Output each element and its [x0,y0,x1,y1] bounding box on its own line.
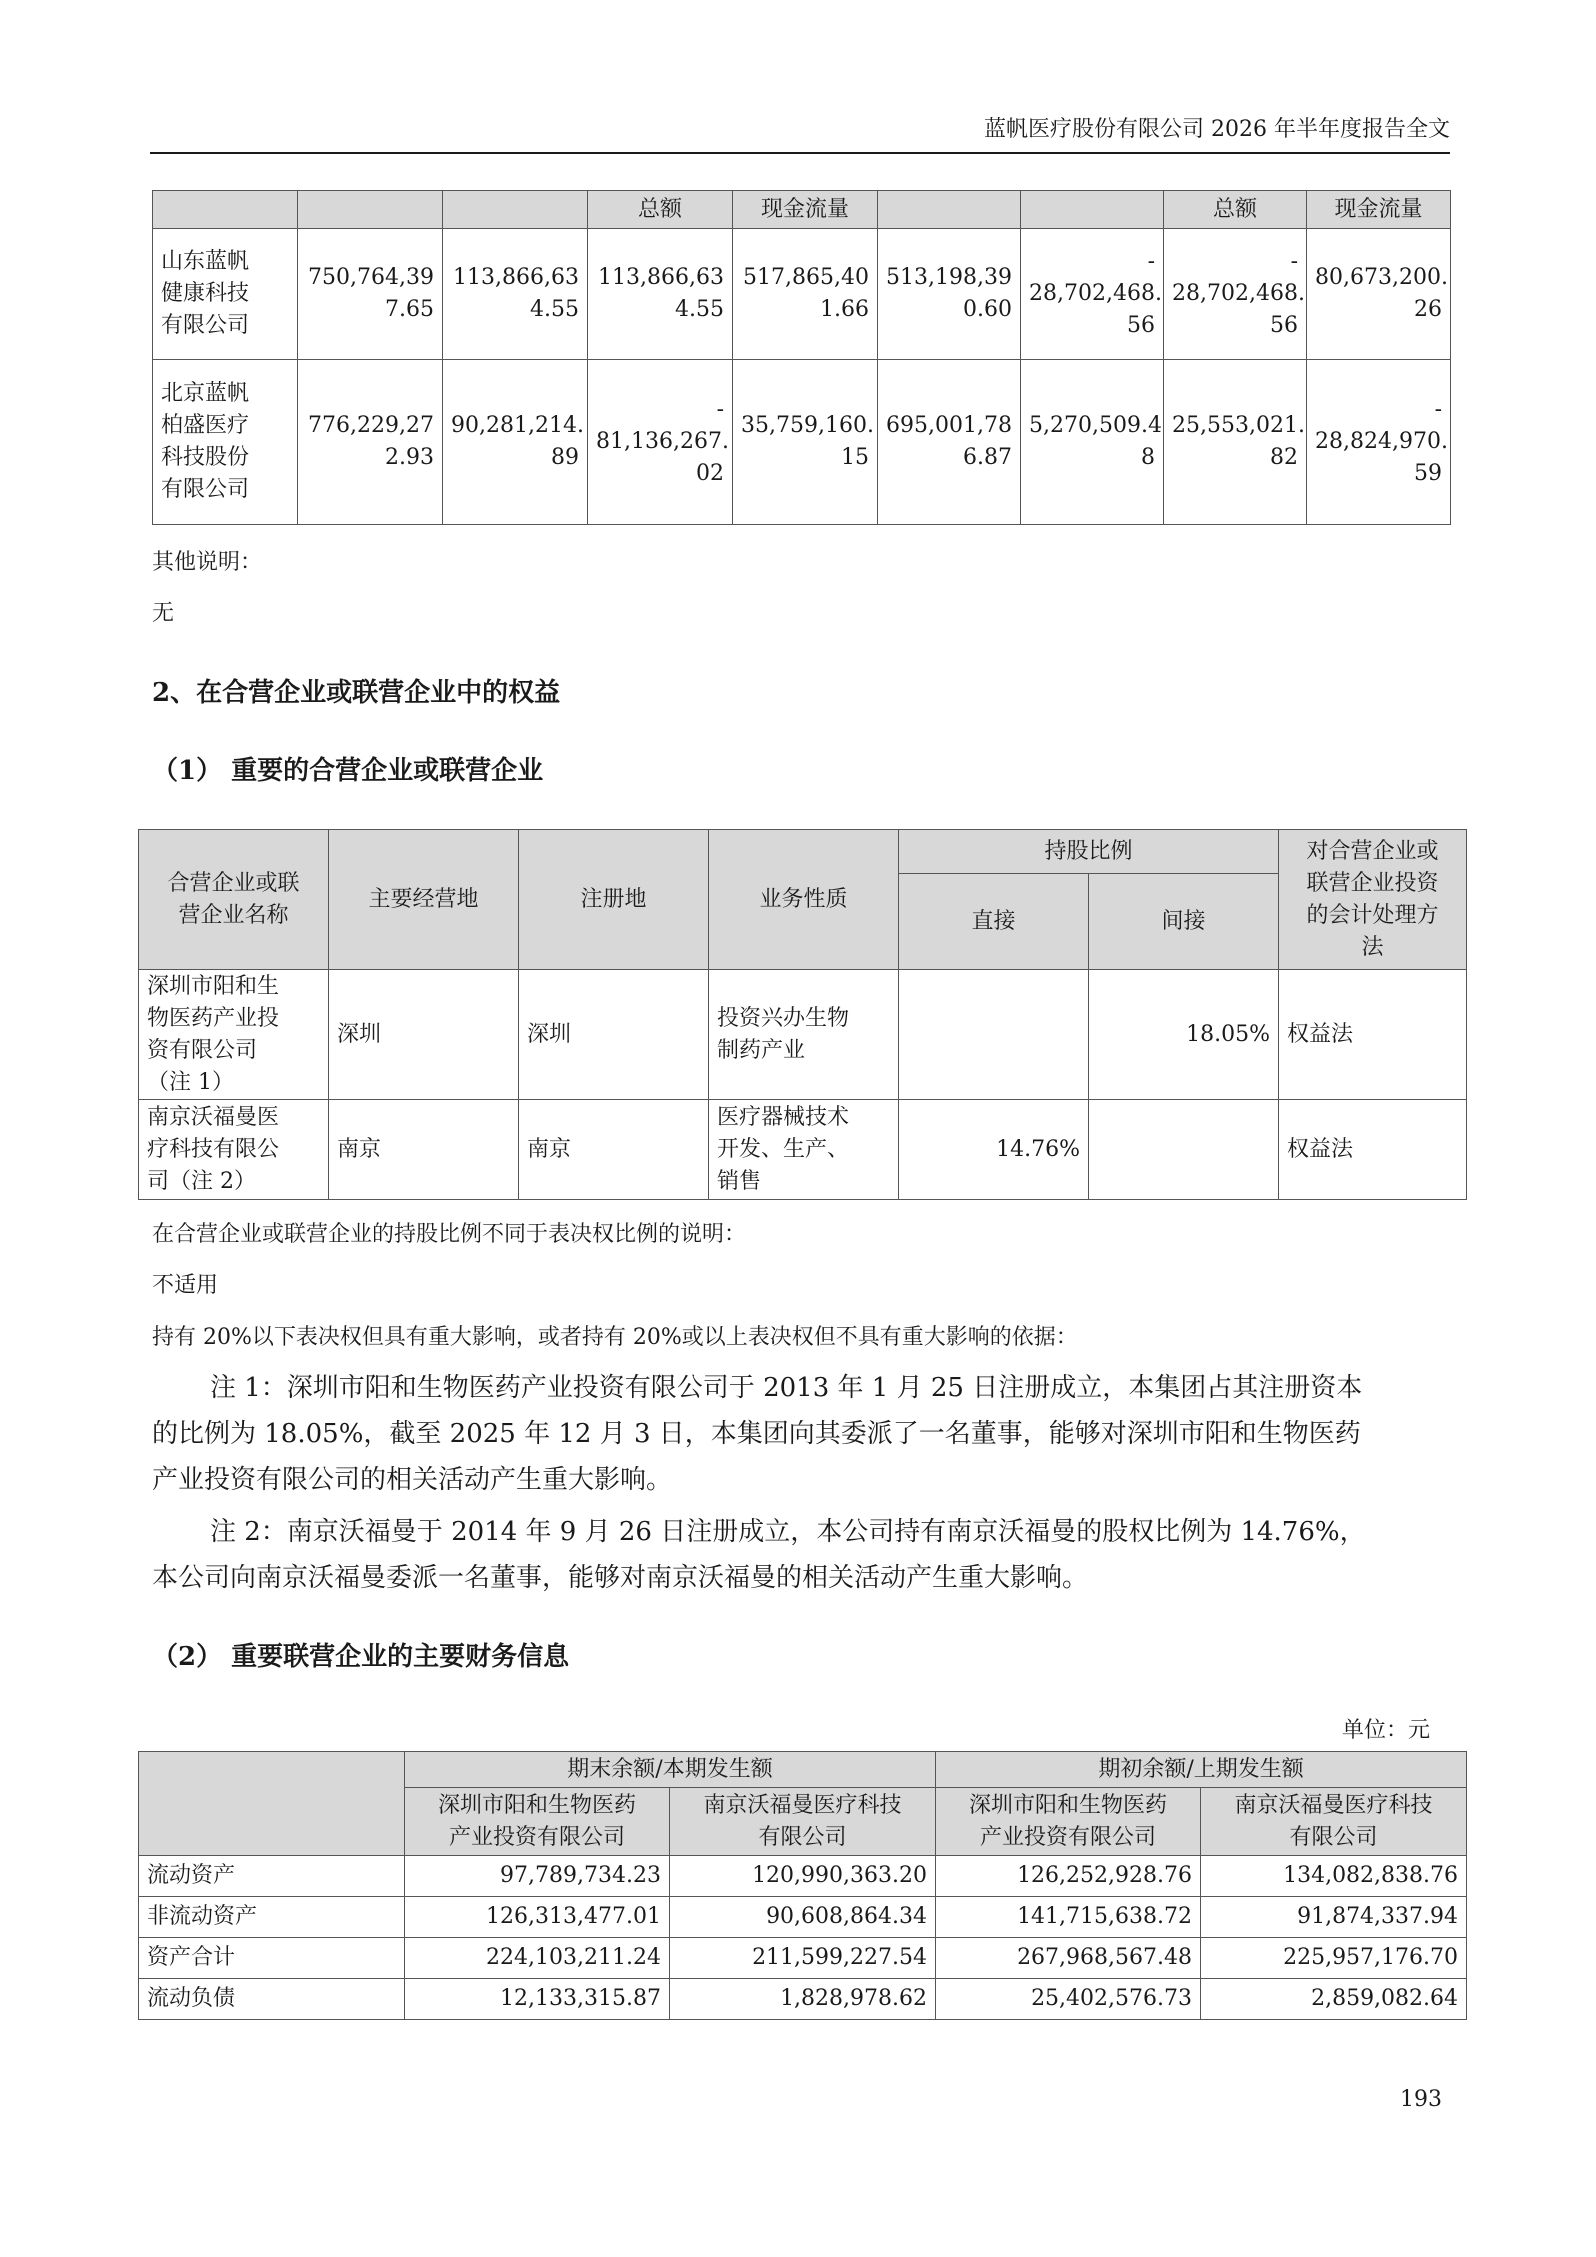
header-cell: 现金流量 [733,191,878,229]
row-label: 流动负债 [139,1979,405,2020]
business-cell: 投资兴办生物 制药产业 [709,970,899,1100]
row-label: 流动资产 [139,1856,405,1897]
note1-line: 的比例为 18.05%，截至 2025 年 12 月 3 日，本集团向其委派了一名董事，能够对深圳市阳和生物医药 [152,1419,1361,1449]
value-cell: 224,103,211.24 [405,1938,670,1979]
company-name-cell: 山东蓝帆 健康科技 有限公司 [153,229,298,360]
value-cell: 120,990,363.20 [670,1856,936,1897]
method-cell: 权益法 [1279,1100,1467,1200]
value-cell: 35,759,160. 15 [733,360,878,525]
table-header-row [153,191,1451,229]
header-cell: 业务性质 [709,830,899,970]
company-name-cell: 南京沃福曼医 疗科技有限公 司（注 2） [139,1100,329,1200]
header-cell: 总额 [1164,191,1307,229]
basis-label: 持有 20%以下表决权但具有重大影响，或者持有 20%或以上表决权但不具有重大影响的依据： [152,1325,1078,1350]
value-cell: 513,198,39 0.60 [878,229,1021,360]
value-cell: - 28,824,970. 59 [1307,360,1451,525]
value-cell: 80,673,200. 26 [1307,229,1451,360]
header-cell [298,191,443,229]
subsection-title: （2） 重要联营企业的主要财务信息 [152,1642,570,1672]
header-cell: 持股比例 [899,830,1279,874]
other-note-value: 无 [152,601,175,626]
page-number: 193 [1400,2087,1442,2112]
business-cell: 医疗器械技术 开发、生产、 销售 [709,1100,899,1200]
header-cell: 直接 [899,874,1089,970]
table-row [139,1100,1467,1200]
header-cell: 南京沃福曼医疗科技 有限公司 [670,1788,936,1856]
place-cell: 深圳 [329,970,519,1100]
value-cell: 25,553,021. 82 [1164,360,1307,525]
header-cell: 深圳市阳和生物医药 产业投资有限公司 [405,1788,670,1856]
method-cell: 权益法 [1279,970,1467,1100]
page-header: 蓝帆医疗股份有限公司 2026 年半年度报告全文 [984,117,1450,142]
row-label: 资产合计 [139,1938,405,1979]
value-cell: - 81,136,267. 02 [588,360,733,525]
diff-value: 不适用 [152,1273,219,1298]
note2-line: 本公司向南京沃福曼委派一名董事，能够对南京沃福曼的相关活动产生重大影响。 [152,1563,1089,1593]
other-note-label: 其他说明： [152,550,263,575]
value-cell: 134,082,838.76 [1201,1856,1467,1897]
header-cell: 现金流量 [1307,191,1451,229]
header-cell: 期初余额/上期发生额 [936,1752,1467,1788]
header-cell: 间接 [1089,874,1279,970]
note1-line: 产业投资有限公司的相关活动产生重大影响。 [152,1465,673,1495]
header-cell: 注册地 [519,830,709,970]
value-cell: 126,252,928.76 [936,1856,1201,1897]
header-cell: 深圳市阳和生物医药 产业投资有限公司 [936,1788,1201,1856]
associates-table [138,829,1467,1200]
direct-share-cell [899,970,1089,1100]
value-cell: 141,715,638.72 [936,1897,1201,1938]
header-cell [153,191,298,229]
value-cell: 90,608,864.34 [670,1897,936,1938]
value-cell: 267,968,567.48 [936,1938,1201,1979]
table-header-row [139,1752,1467,1788]
unit-label: 单位：元 [1341,1718,1430,1743]
reg-cell: 南京 [519,1100,709,1200]
value-cell: 90,281,214. 89 [443,360,588,525]
header-cell: 期末余额/本期发生额 [405,1752,936,1788]
header-cell: 合营企业或联 营企业名称 [139,830,329,970]
header-cell [139,1752,405,1856]
indirect-share-cell [1089,1100,1279,1200]
header-cell [1021,191,1164,229]
table-row [139,1979,1467,2020]
value-cell: 25,402,576.73 [936,1979,1201,2020]
value-cell: 91,874,337.94 [1201,1897,1467,1938]
note1-line: 注 1：深圳市阳和生物医药产业投资有限公司于 2013 年 1 月 25 日注册成立，本集团占其注册资本 [210,1373,1363,1403]
value-cell: 2,859,082.64 [1201,1979,1467,2020]
place-cell: 南京 [329,1100,519,1200]
header-cell [878,191,1021,229]
table-row [153,229,1451,360]
value-cell: 126,313,477.01 [405,1897,670,1938]
value-cell: 225,957,176.70 [1201,1938,1467,1979]
header-cell: 主要经营地 [329,830,519,970]
table-header-row [139,830,1467,874]
value-cell: 1,828,978.62 [670,1979,936,2020]
value-cell: 97,789,734.23 [405,1856,670,1897]
associate-financial-table [138,1751,1467,2020]
value-cell: - 28,702,468. 56 [1164,229,1307,360]
value-cell: 113,866,63 4.55 [443,229,588,360]
header-cell: 南京沃福曼医疗科技 有限公司 [1201,1788,1467,1856]
table-row [153,360,1451,525]
value-cell: 517,865,40 1.66 [733,229,878,360]
table-row [139,1856,1467,1897]
header-cell: 总额 [588,191,733,229]
value-cell: 5,270,509.4 8 [1021,360,1164,525]
company-name-cell: 北京蓝帆 柏盛医疗 科技股份 有限公司 [153,360,298,525]
subsection-title: （1） 重要的合营企业或联营企业 [152,756,544,786]
table-row [139,1897,1467,1938]
table-row [139,970,1467,1100]
company-name-cell: 深圳市阳和生 物医药产业投 资有限公司 （注 1） [139,970,329,1100]
value-cell: 776,229,27 2.93 [298,360,443,525]
header-cell [443,191,588,229]
value-cell: - 28,702,468. 56 [1021,229,1164,360]
value-cell: 695,001,78 6.87 [878,360,1021,525]
reg-cell: 深圳 [519,970,709,1100]
note2-line: 注 2：南京沃福曼于 2014 年 9 月 26 日注册成立，本公司持有南京沃福曼的股权比例为 14.76%， [210,1517,1366,1547]
value-cell: 211,599,227.54 [670,1938,936,1979]
subsidiary-financial-table [152,190,1451,525]
value-cell: 12,133,315.87 [405,1979,670,2020]
table-row [139,1938,1467,1979]
header-rule [150,152,1450,154]
indirect-share-cell: 18.05% [1089,970,1279,1100]
direct-share-cell: 14.76% [899,1100,1089,1200]
row-label: 非流动资产 [139,1897,405,1938]
value-cell: 750,764,39 7.65 [298,229,443,360]
value-cell: 113,866,63 4.55 [588,229,733,360]
diff-label: 在合营企业或联营企业的持股比例不同于表决权比例的说明： [152,1222,747,1247]
header-cell: 对合营企业或 联营企业投资 的会计处理方 法 [1279,830,1467,970]
section-title: 2、在合营企业或联营企业中的权益 [152,678,561,708]
